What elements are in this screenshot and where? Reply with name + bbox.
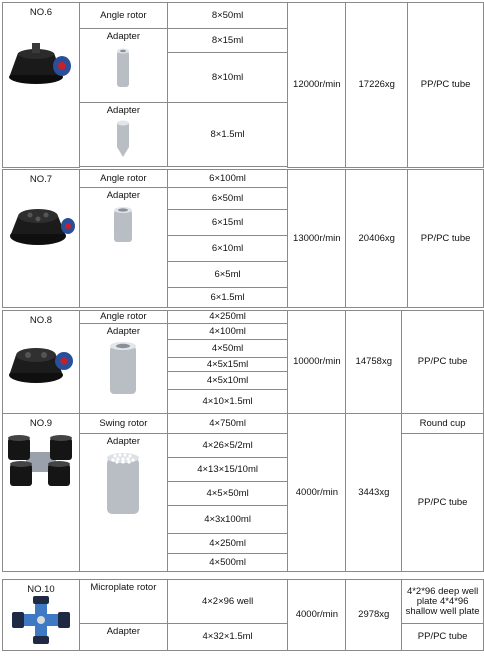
capacity: 4×100ml [167, 324, 288, 340]
swing-rotor-image [4, 430, 78, 496]
tube-type: PP/PC tube [402, 311, 484, 414]
capacity: 6×10ml [167, 236, 288, 262]
capacity: 4×32×1.5ml [167, 624, 288, 651]
capacity: 8×50ml [167, 3, 288, 29]
speed: 4000r/min [288, 414, 346, 572]
speed: 12000r/min [288, 3, 346, 168]
adapter-tube-image [101, 448, 145, 518]
speed: 4000r/min [288, 580, 346, 651]
tube-type: PP/PC tube [408, 170, 484, 308]
adapter-tube-image [108, 202, 138, 246]
capacity: 4×26×5/2ml [167, 434, 288, 458]
capacity: 6×50ml [167, 188, 288, 210]
capacity: 4×250ml [167, 311, 288, 324]
capacity: 4×5×50ml [167, 482, 288, 506]
adapter-tube-image [108, 117, 138, 161]
unit-no9-image-cell [3, 414, 80, 572]
adapter-tube-image [108, 43, 138, 91]
adapter-cell [79, 434, 167, 572]
unit-number: NO.10 [27, 584, 55, 595]
rotor-type: Swing rotor [79, 414, 167, 434]
tube-type: Round cup [402, 414, 484, 434]
rotor-type: Angle rotor [79, 311, 167, 324]
capacity: 8×1.5ml [167, 103, 288, 167]
unit-no10-image-cell [3, 580, 80, 651]
unit-number: NO.6 [29, 7, 53, 18]
capacity: 6×5ml [167, 262, 288, 288]
unit-number: NO.8 [29, 315, 53, 326]
capacity: 4×2×96 well [167, 580, 288, 624]
speed: 10000r/min [288, 311, 346, 414]
rcf: 3443xg [346, 414, 402, 572]
capacity: 4×5x10ml [167, 372, 288, 390]
adapter-label: Adapter [106, 31, 140, 42]
rotor-type: Angle rotor [79, 170, 167, 188]
unit-no8-image-cell [3, 311, 80, 414]
adapter-cell [79, 188, 167, 308]
rotor-type: Angle rotor [79, 3, 167, 29]
adapter-label: Adapter [106, 436, 140, 447]
capacity: 4×3x100ml [167, 506, 288, 534]
microplate-rotor-image [6, 596, 76, 644]
unit-no7-image-cell [3, 170, 80, 308]
adapter-cell [79, 324, 167, 414]
unit-no6-image-cell [3, 3, 80, 168]
adapter-label: Adapter [79, 624, 167, 651]
angle-rotor-image [4, 19, 78, 89]
rcf: 20406xg [346, 170, 408, 308]
unit-number: NO.7 [29, 174, 53, 185]
capacity: 4×750ml [167, 414, 288, 434]
rcf: 17226xg [346, 3, 408, 168]
tube-type: PP/PC tube [408, 3, 484, 168]
adapter-label: Adapter [106, 190, 140, 201]
tube-type: PP/PC tube [402, 624, 484, 651]
capacity: 6×100ml [167, 170, 288, 188]
speed: 13000r/min [288, 170, 346, 308]
tube-type: 4*2*96 deep well plate 4*4*96 shallow well plate [402, 580, 484, 624]
capacity: 8×10ml [167, 53, 288, 103]
unit-no7-table [2, 169, 484, 308]
rcf: 2978xg [346, 580, 402, 651]
unit-no9-table [2, 413, 484, 572]
unit-no6-table [2, 2, 484, 168]
unit-number: NO.9 [29, 418, 53, 429]
angle-rotor-image [4, 186, 78, 256]
capacity: 4×500ml [167, 554, 288, 572]
capacity: 6×15ml [167, 210, 288, 236]
unit-no8-table [2, 310, 484, 414]
capacity: 6×1.5ml [167, 288, 288, 308]
capacity: 4×50ml [167, 340, 288, 358]
adapter-cell [79, 103, 167, 167]
capacity: 4×5x15ml [167, 358, 288, 372]
adapter-label: Adapter [106, 105, 140, 116]
tube-type: PP/PC tube [402, 434, 484, 572]
capacity: 4×250ml [167, 534, 288, 554]
adapter-label: Adapter [106, 326, 140, 337]
capacity: 4×13×15/10ml [167, 458, 288, 482]
capacity: 4×10×1.5ml [167, 390, 288, 414]
angle-rotor-image [4, 327, 78, 391]
adapter-cell [79, 29, 167, 103]
rcf: 14758xg [346, 311, 402, 414]
rotor-type: Microplate rotor [79, 580, 167, 624]
adapter-tube-image [105, 338, 141, 398]
unit-no10-table [2, 579, 484, 651]
capacity: 8×15ml [167, 29, 288, 53]
